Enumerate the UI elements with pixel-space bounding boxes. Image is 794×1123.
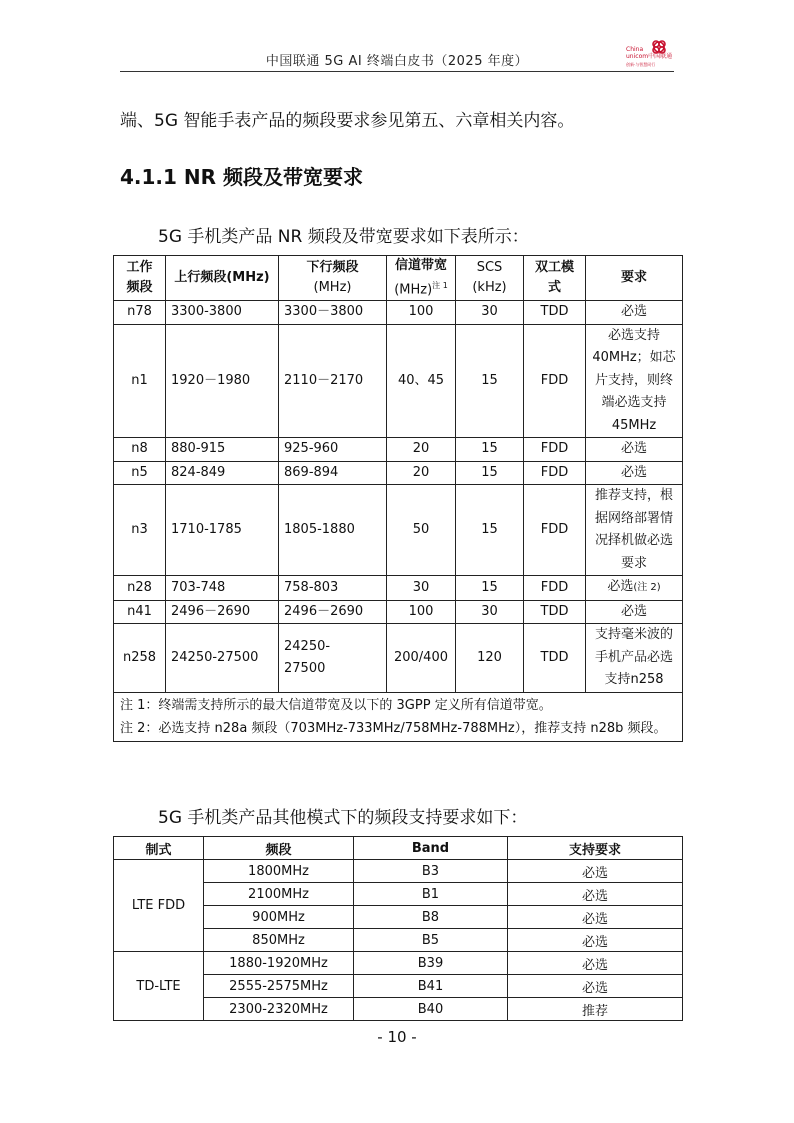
table-row: [114, 461, 683, 485]
col-header-scs-l1: SCS: [476, 260, 503, 276]
cell-bw: 100: [387, 600, 456, 624]
cell-req: 必选: [586, 461, 683, 485]
cell-ul: 824-849: [166, 461, 279, 485]
col-header-dl: [279, 256, 387, 301]
cell-scs: 15: [456, 324, 524, 438]
cell-ul: 1710-1785: [166, 485, 279, 576]
cell-band: B1: [354, 883, 508, 906]
col-header-bw-l1: 信道带宽: [394, 258, 447, 273]
cell-bw: 100: [387, 301, 456, 325]
cell-bw: 50: [387, 485, 456, 576]
cell-band: n41: [114, 600, 166, 624]
china-unicom-logo: [626, 38, 678, 72]
cell-scs: 15: [456, 485, 524, 576]
cell-ul: 24250-27500: [166, 624, 279, 693]
col-header-ul-label: 上行频段(MHz): [174, 270, 270, 286]
cell-scs: 15: [456, 461, 524, 485]
cell-mode: TD-LTE: [114, 952, 204, 1021]
cell-req: 必选: [508, 860, 683, 883]
cell-bw: 200/400: [387, 624, 456, 693]
table-row: [114, 324, 683, 438]
table-row: [114, 576, 683, 601]
cell-req: 必选: [586, 301, 683, 325]
col-header-band: [114, 256, 166, 301]
cell-freq: 2100MHz: [204, 883, 354, 906]
table-note-1: 注 1：终端需支持所示的最大信道带宽及以下的 3GPP 定义所有信道带宽。: [120, 697, 552, 713]
cell-band: B41: [354, 975, 508, 998]
cell-band: B40: [354, 998, 508, 1021]
cell-req: 必选: [508, 952, 683, 975]
cell-duplex: FDD: [524, 485, 586, 576]
logo-line1: China: [626, 46, 644, 53]
section-title: 4.1.1 NR 频段及带宽要求: [120, 165, 364, 189]
cell-scs: 120: [456, 624, 524, 693]
table-row: [114, 301, 683, 325]
table-row: [114, 624, 683, 693]
col-header-scs-l2: (kHz): [472, 280, 507, 296]
cell-bw: 30: [387, 576, 456, 601]
cell-scs: 15: [456, 438, 524, 462]
cell-duplex: FDD: [524, 576, 586, 601]
cell-band: B5: [354, 929, 508, 952]
cell-ul: 880-915: [166, 438, 279, 462]
cell-duplex: TDD: [524, 624, 586, 693]
cell-freq: 850MHz: [204, 929, 354, 952]
cell-band: B3: [354, 860, 508, 883]
table-row: [114, 485, 683, 576]
nr-band-table: [113, 255, 683, 742]
logo-text: [626, 46, 672, 60]
col-header-duplex: [524, 256, 586, 301]
table-row: [114, 438, 683, 462]
cell-scs: 15: [456, 576, 524, 601]
logo-line2: unicom中国联通: [626, 53, 673, 60]
col-header-scs: [456, 256, 524, 301]
cell-mode: LTE FDD: [114, 860, 204, 952]
note-ref-2: (注 2): [633, 582, 661, 594]
col-header-freq: 频段: [204, 837, 354, 860]
cell-req: 必选支持40MHz；如芯片支持，则终端必选支持45MHz: [586, 324, 683, 438]
col-header-req: [586, 256, 683, 301]
cell-duplex: TDD: [524, 600, 586, 624]
table-note-2: 注 2：必选支持 n28a 频段（703MHz-733MHz/758MHz-788MHz），推荐支持 n28b 频段。: [120, 720, 667, 736]
cell-band: n78: [114, 301, 166, 325]
col-header-dl-l2: (MHz): [313, 280, 352, 296]
cell-dl: 758-803: [279, 576, 387, 601]
intro-paragraph: 端、5G 智能手表产品的频段要求参见第五、六章相关内容。: [120, 111, 575, 131]
col-header-req-label: 要求: [620, 270, 647, 286]
cell-dl: 869-894: [279, 461, 387, 485]
col-header-dl-l1: 下行频段: [306, 260, 359, 276]
cell-req-text: 必选: [607, 579, 634, 595]
col-header-duplex-l2: 式: [547, 280, 561, 296]
cell-dl: 2496－2690: [279, 600, 387, 624]
cell-freq: 1800MHz: [204, 860, 354, 883]
page-header: [120, 44, 674, 72]
cell-bw: 40、45: [387, 324, 456, 438]
col-header-band-l2: 频段: [126, 280, 153, 296]
cell-ul: 3300-3800: [166, 301, 279, 325]
col-header-bw-l2: (MHz): [394, 282, 433, 298]
cell-band: n5: [114, 461, 166, 485]
cell-duplex: TDD: [524, 301, 586, 325]
cell-req: 必选: [508, 883, 683, 906]
col-header-mode: 制式: [114, 837, 204, 860]
cell-req: 支持毫米波的手机产品必选支持n258: [586, 624, 683, 693]
cell-req: 必选: [586, 600, 683, 624]
cell-dl: 3300－3800: [279, 301, 387, 325]
cell-dl: 1805-1880: [279, 485, 387, 576]
nr-table-caption: 5G 手机类产品 NR 频段及带宽要求如下表所示：: [158, 227, 529, 247]
col-header-duplex-l1: 双工模: [534, 260, 574, 276]
table-header-row: [114, 837, 683, 860]
cell-band: n1: [114, 324, 166, 438]
other-mode-band-table: [113, 836, 683, 1021]
page-number: - 10 -: [377, 1028, 417, 1046]
cell-freq: 1880-1920MHz: [204, 952, 354, 975]
cell-bw: 20: [387, 438, 456, 462]
col-header-req: 支持要求: [508, 837, 683, 860]
note-ref-1: 注 1: [432, 281, 448, 290]
cell-ul: 2496－2690: [166, 600, 279, 624]
cell-band: n8: [114, 438, 166, 462]
cell-scs: 30: [456, 301, 524, 325]
table-header-row: [114, 256, 683, 301]
cell-band: n258: [114, 624, 166, 693]
table-notes-row: [114, 692, 683, 741]
col-header-band: Band: [354, 837, 508, 860]
header-rule: [120, 71, 674, 72]
cell-scs: 30: [456, 600, 524, 624]
cell-req: 推荐支持，根据网络部署情况择机做必选要求: [586, 485, 683, 576]
cell-freq: 2300-2320MHz: [204, 998, 354, 1021]
cell-band: n3: [114, 485, 166, 576]
table-row: [114, 860, 683, 883]
cell-band: B39: [354, 952, 508, 975]
cell-bw: 20: [387, 461, 456, 485]
cell-req: 必选: [508, 906, 683, 929]
cell-ul: 1920－1980: [166, 324, 279, 438]
table-row: [114, 600, 683, 624]
col-header-band-l1: 工作: [126, 260, 153, 276]
cell-req: 必选: [508, 929, 683, 952]
cell-dl: 2110－2170: [279, 324, 387, 438]
table-row: [114, 952, 683, 975]
cell-band: B8: [354, 906, 508, 929]
cell-req: 必选: [508, 975, 683, 998]
cell-req: [586, 576, 683, 601]
table-notes: [114, 692, 683, 741]
cell-dl: 24250-27500: [279, 624, 387, 693]
col-header-bw: [387, 256, 456, 301]
cell-duplex: FDD: [524, 461, 586, 485]
cell-req: 必选: [586, 438, 683, 462]
header-title: 中国联通 5G AI 终端白皮书（2025 年度）: [265, 54, 529, 69]
cell-duplex: FDD: [524, 438, 586, 462]
cell-freq: 900MHz: [204, 906, 354, 929]
logo-slogan: 创新·与智慧同行: [626, 62, 656, 67]
cell-freq: 2555-2575MHz: [204, 975, 354, 998]
cell-dl: 925-960: [279, 438, 387, 462]
cell-duplex: FDD: [524, 324, 586, 438]
cell-req: 推荐: [508, 998, 683, 1021]
cell-band: n28: [114, 576, 166, 601]
band-table-caption: 5G 手机类产品其他模式下的频段支持要求如下：: [158, 808, 528, 828]
cell-ul: 703-748: [166, 576, 279, 601]
col-header-ul: [166, 256, 279, 301]
